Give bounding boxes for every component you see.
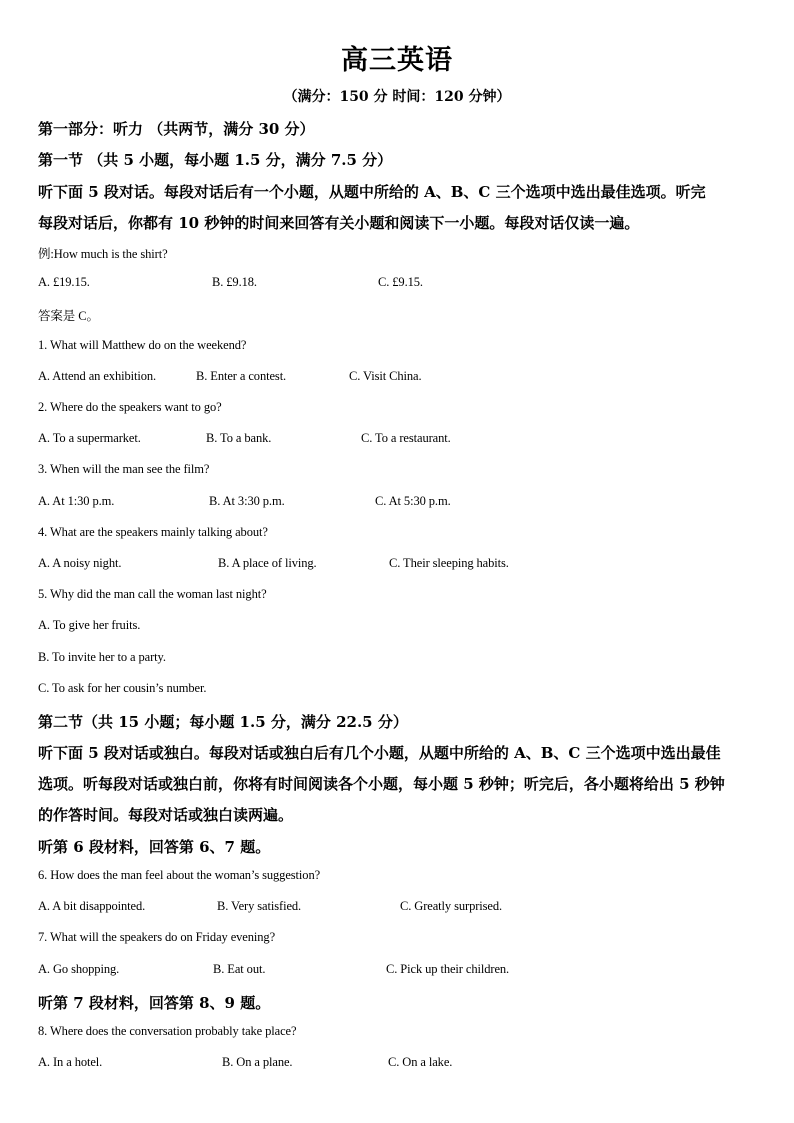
question-4: 4. What are the speakers mainly talking about?	[38, 525, 268, 539]
exam-info: （满分：150 分 时间：120 分钟）	[283, 89, 511, 105]
question-5: 5. Why did the man call the woman last night?	[38, 587, 267, 601]
question-5-option-a: A. To give her fruits.	[38, 618, 141, 632]
option-b: B. A place of living.	[218, 556, 317, 570]
option-c: C. On a lake.	[388, 1055, 453, 1069]
option-a: A. To a supermarket.	[38, 431, 141, 445]
option-b: B. Eat out.	[213, 962, 266, 976]
option-b: B. On a plane.	[222, 1055, 293, 1069]
section2-heading: 第二节（共 15 小题；每小题 1.5 分，满分 22.5 分）	[38, 713, 408, 731]
option-a: A. Attend an exhibition.	[38, 369, 157, 383]
section2-instructions-line-3: 的作答时间。每段对话或独白读两遍。	[38, 806, 294, 824]
example-option-c: C. £9.15.	[378, 275, 423, 289]
page-title: 高三英语	[341, 45, 453, 76]
example-answer: 答案是 C。	[38, 309, 99, 323]
material-7-heading: 听第 7 段材料，回答第 8、9 题。	[38, 994, 271, 1012]
option-c: C. Visit China.	[349, 369, 422, 383]
option-a: A. A bit disappointed.	[38, 899, 146, 913]
section1-heading: 第一节 （共 5 小题，每小题 1.5 分，满分 7.5 分）	[38, 151, 393, 169]
material-6-heading: 听第 6 段材料，回答第 6、7 题。	[38, 838, 271, 856]
question-8: 8. Where does the conversation probably take place?	[38, 1024, 297, 1038]
section1-instructions-line-1: 听下面 5 段对话。每段对话后有一个小题，从题中所给的 A、B、C 三个选项中选出最佳选项。听完	[38, 183, 706, 201]
option-c: C. To a restaurant.	[361, 431, 451, 445]
option-c: C. Greatly surprised.	[400, 899, 503, 913]
section2-instructions-line-2: 选项。听每段对话或独白前，你将有时间阅读各个小题，每小题 5 秒钟；听完后，各小题将给出 5 秒钟	[38, 775, 725, 793]
option-c: C. Pick up their children.	[386, 962, 510, 976]
part1-heading: 第一部分：听力 （共两节，满分 30 分）	[38, 120, 315, 138]
question-5-option-c: C. To ask for her cousin’s number.	[38, 681, 207, 695]
option-a: A. In a hotel.	[38, 1055, 103, 1069]
option-a: A. Go shopping.	[38, 962, 120, 976]
question-2: 2. Where do the speakers want to go?	[38, 400, 222, 414]
option-c: C. Their sleeping habits.	[389, 556, 509, 570]
option-a: A. A noisy night.	[38, 556, 122, 570]
option-b: B. Very satisfied.	[217, 899, 302, 913]
example-option-a: A. £19.15.	[38, 275, 90, 289]
question-5-option-b: B. To invite her to a party.	[38, 650, 166, 664]
section2-instructions-line-1: 听下面 5 段对话或独白。每段对话或独白后有几个小题，从题中所给的 A、B、C 三个选项中选出最佳	[38, 744, 721, 762]
option-a: A. At 1:30 p.m.	[38, 494, 115, 508]
question-1: 1. What will Matthew do on the weekend?	[38, 338, 247, 352]
example-question: 例:How much is the shirt?	[38, 247, 168, 261]
question-7: 7. What will the speakers do on Friday evening?	[38, 930, 276, 944]
question-3: 3. When will the man see the film?	[38, 462, 210, 476]
question-6: 6. How does the man feel about the woman’s suggestion?	[38, 868, 321, 882]
option-b: B. Enter a contest.	[196, 369, 287, 383]
section1-instructions-line-2: 每段对话后，你都有 10 秒钟的时间来回答有关小题和阅读下一小题。每段对话仅读一遍。	[38, 214, 640, 232]
option-c: C. At 5:30 p.m.	[375, 494, 451, 508]
option-b: B. To a bank.	[206, 431, 272, 445]
option-b: B. At 3:30 p.m.	[209, 494, 285, 508]
example-option-b: B. £9.18.	[212, 275, 257, 289]
